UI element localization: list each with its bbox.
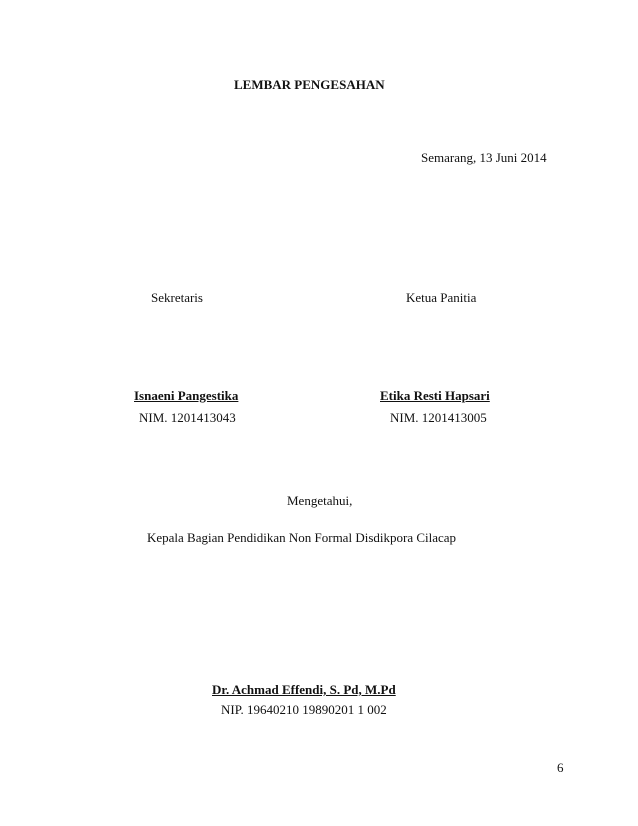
approval-label: Mengetahui,: [287, 493, 353, 508]
approver-position: Kepala Bagian Pendidikan Non Formal Disdikpora Cilacap: [147, 530, 457, 545]
approver-nip: NIP. 19640210 19890201 1 002: [221, 702, 387, 717]
chairman-name: Etika Resti Hapsari: [380, 388, 490, 403]
secretary-role: Sekretaris: [151, 290, 203, 305]
chairman-role: Ketua Panitia: [406, 290, 477, 305]
place-date: Semarang, 13 Juni 2014: [421, 150, 547, 165]
secretary-nim: NIM. 1201413043: [139, 410, 236, 425]
page-title: LEMBAR PENGESAHAN: [234, 77, 385, 92]
chairman-nim: NIM. 1201413005: [390, 410, 487, 425]
approver-name: Dr. Achmad Effendi, S. Pd, M.Pd: [212, 682, 396, 697]
secretary-name: Isnaeni Pangestika: [134, 388, 239, 403]
page-number: 6: [557, 760, 564, 775]
